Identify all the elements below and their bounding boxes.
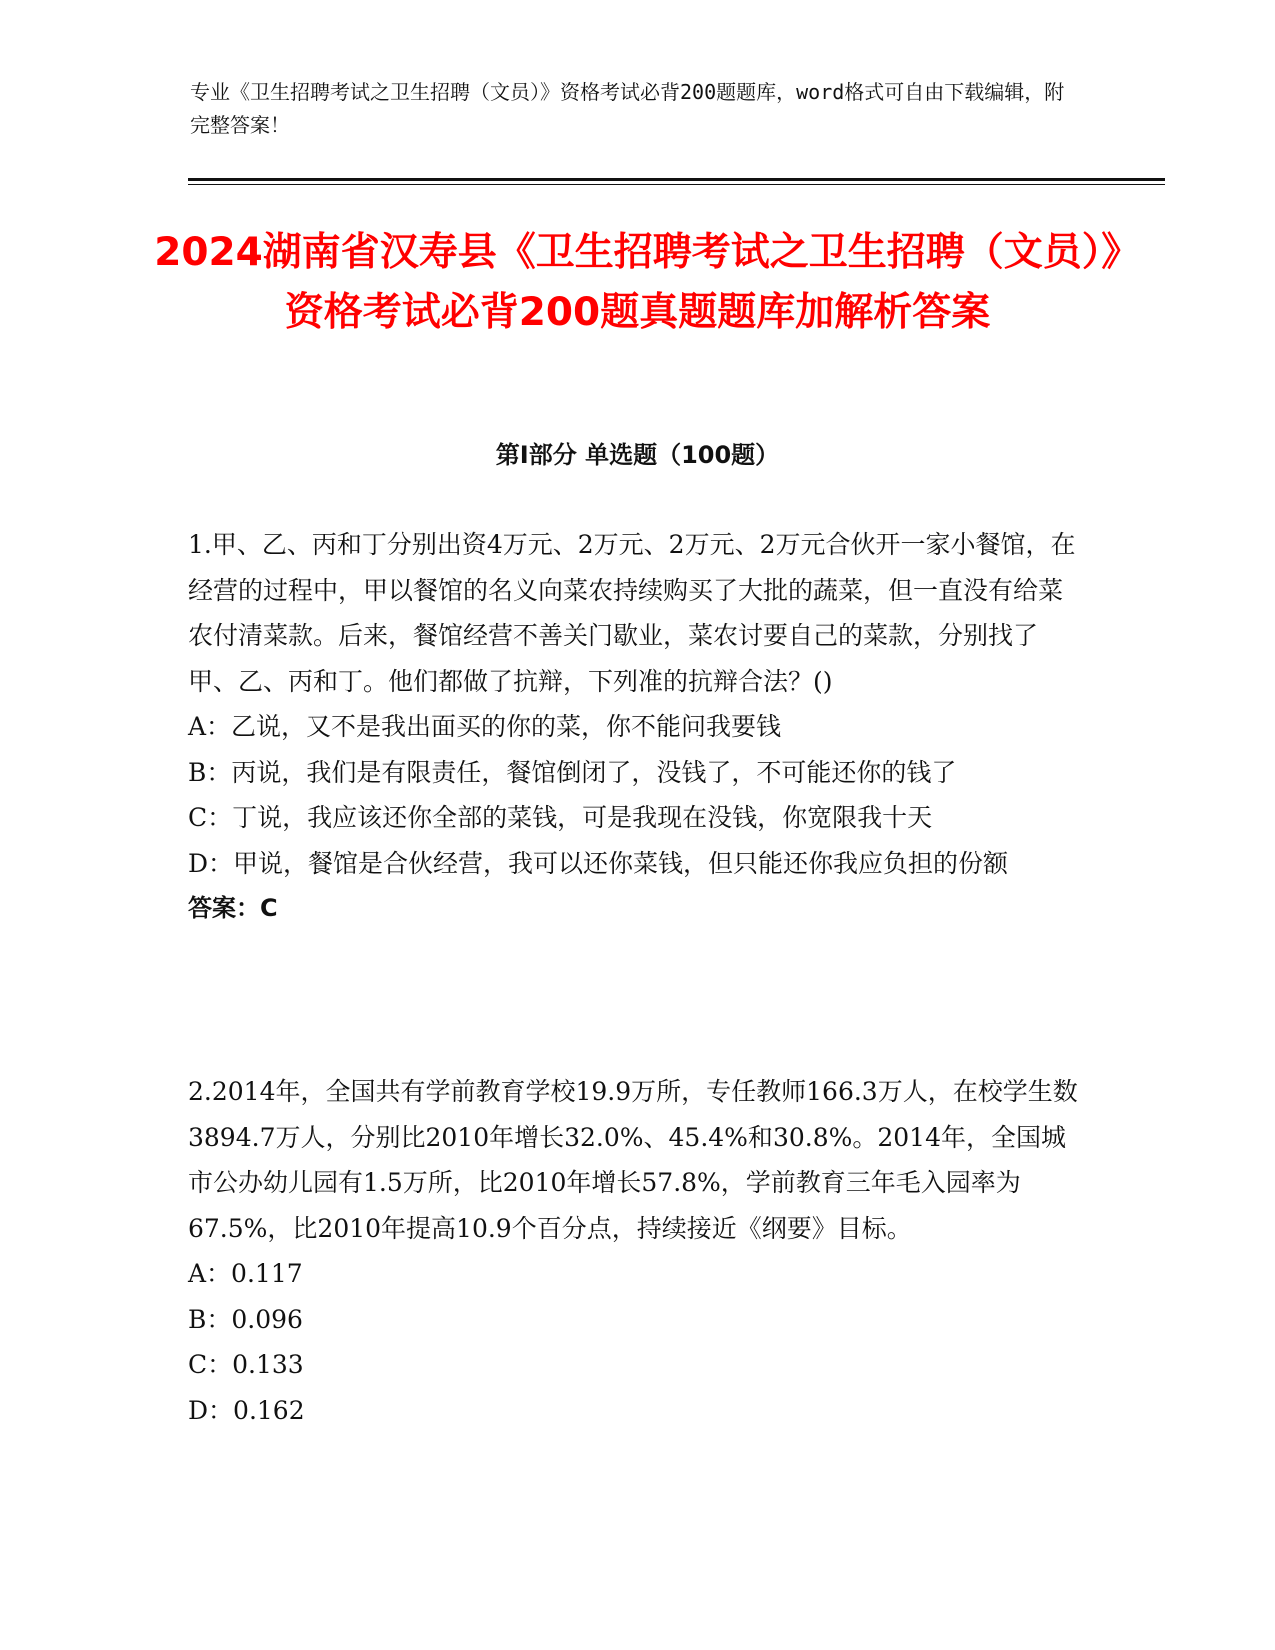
header-note: 专业《卫生招聘考试之卫生招聘（文员）》资格考试必背200题题库，word格式可自由下载编辑，附完整答案！: [190, 80, 1065, 137]
header-divider-thin: [188, 184, 1165, 185]
option-c: C：丁说，我应该还你全部的菜钱，可是我现在没钱，你宽限我十天: [188, 803, 933, 832]
section-heading: 第I部分 单选题（100题）: [495, 441, 780, 469]
option-b: B：0.096: [188, 1304, 303, 1334]
option-c: C：0.133: [188, 1350, 304, 1379]
question-1: [188, 522, 1078, 932]
header-divider-thick: [188, 178, 1165, 181]
option-d: D：0.162: [188, 1395, 305, 1425]
option-b: B：丙说，我们是有限责任，餐馆倒闭了，没钱了，不可能还你的钱了: [188, 757, 957, 787]
option-a: A：0.117: [188, 1259, 303, 1288]
question-stem: 1.甲、乙、丙和丁分别出资4万元、2万元、2万元、2万元合伙开一家小餐馆，在经营的过程中，甲以餐馆的名义向菜农持续购买了大批的蔬菜，但一直没有给菜农付清菜款。后来，餐馆经营不善关门歇业，菜农讨要自己的菜款，分别找了甲、乙、丙和丁。他们都做了抗辩，下列准的抗辩合法？(): [188, 530, 1076, 696]
option-a: A：乙说，又不是我出面买的你的菜，你不能问我要钱: [188, 712, 782, 741]
answer: 答案：C: [188, 894, 278, 922]
question-2: [188, 1069, 1078, 1433]
option-d: D：甲说，餐馆是合伙经营，我可以还你菜钱，但只能还你我应负担的份额: [188, 848, 1009, 878]
question-stem: 2.2014年，全国共有学前教育学校19.9万所，专任教师166.3万人，在校学生数3894.7万人，分别比2010年增长32.0%、45.4%和30.8%。2014年，全国城市公办幼儿园有1.5万所，比2010年增长57.8%，学前教育三年毛入园率为67.5%，比2010年提高10.9个百分点，持续接近《纲要》目标。: [188, 1077, 1078, 1243]
document-title: 2024湖南省汉寿县《卫生招聘考试之卫生招聘（文员）》资格考试必背200题真题题库加解析答案: [154, 230, 1121, 335]
